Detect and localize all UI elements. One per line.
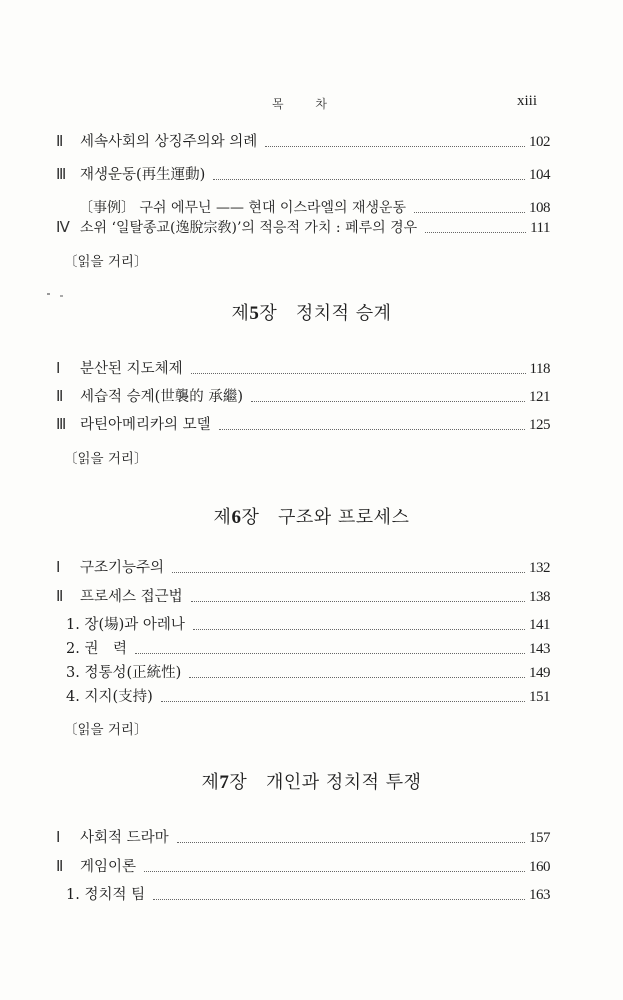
entry-page: 102 [529, 134, 550, 150]
entry-page: 149 [529, 665, 550, 681]
entry-page: 118 [529, 361, 550, 377]
dot-leader [219, 429, 525, 430]
dot-leader [265, 146, 525, 147]
entry-label: 3. 정통성(正統性) [66, 665, 182, 681]
entry-label: 세속사회의 상징주의와 의례 [80, 134, 258, 150]
dot-leader [191, 373, 526, 374]
entry-page: 125 [529, 417, 550, 433]
entry-label: 재생운동(再生運動) [80, 167, 206, 183]
chapter-title: 개인과 정치적 투쟁 [265, 772, 422, 793]
toc-entry[interactable] [56, 216, 550, 240]
dot-leader [144, 871, 525, 872]
chapter-number: 7 [219, 772, 230, 793]
entry-numeral: Ⅱ [56, 134, 63, 150]
toc-entry[interactable] [56, 357, 550, 381]
chapter-heading [0, 503, 623, 529]
entry-label: 사회적 드라마 [80, 830, 169, 846]
toc-entry[interactable] [56, 385, 550, 409]
toc-entry[interactable] [66, 883, 550, 907]
entry-numeral: Ⅱ [56, 389, 63, 405]
toc-entry[interactable] [56, 585, 550, 609]
toc-entry[interactable] [56, 556, 550, 580]
entry-numeral: Ⅰ [56, 361, 60, 377]
chapter-heading [0, 768, 623, 794]
entry-label: 분산된 지도체제 [80, 361, 183, 377]
dot-leader [191, 601, 525, 602]
chapter-suffix: 장 [229, 772, 248, 793]
entry-numeral: Ⅳ [56, 220, 69, 236]
entry-label: 소위 ‘일탈종교(逸脫宗敎)’의 적응적 가치 : 페루의 경우 [80, 220, 418, 236]
entry-numeral: Ⅲ [56, 417, 66, 433]
entry-label: 〔事例〕 구쉬 에무닌 —— 현대 이스라엘의 재생운동 [79, 200, 407, 216]
chapter-prefix: 제 [213, 507, 232, 528]
entry-numeral: Ⅲ [56, 167, 66, 183]
entry-label: 구조기능주의 [80, 560, 165, 576]
entry-label: 세습적 승계(世襲的 承繼) [80, 389, 244, 405]
entry-page: 143 [529, 641, 550, 657]
reading-list-link[interactable]: 〔읽을 거리〕 [64, 254, 148, 270]
dot-leader [153, 899, 525, 900]
entry-page: 132 [529, 560, 550, 576]
toc-entry[interactable] [66, 661, 550, 685]
entry-numeral: Ⅱ [56, 589, 63, 605]
chapter-title: 정치적 승계 [295, 303, 392, 324]
entry-page: 160 [529, 859, 550, 875]
entry-page: 108 [529, 200, 550, 216]
entry-page: 121 [529, 389, 550, 405]
chapter-number: 5 [249, 303, 260, 324]
entry-label: 2. 권 력 [66, 641, 127, 657]
dot-leader [193, 629, 525, 630]
entry-label: 프로세스 접근법 [80, 589, 183, 605]
dot-leader [172, 572, 525, 573]
entry-page: 111 [530, 220, 550, 236]
toc-entry[interactable] [56, 855, 550, 879]
chapter-suffix: 장 [241, 507, 260, 528]
toc-entry[interactable] [66, 613, 550, 637]
scan-speck [47, 293, 50, 295]
entry-numeral: Ⅱ [56, 859, 63, 875]
reading-list-link[interactable]: 〔읽을 거리〕 [64, 722, 148, 738]
chapter-suffix: 장 [259, 303, 278, 324]
dot-leader [135, 653, 525, 654]
entry-page: 163 [529, 887, 550, 903]
toc-entry[interactable] [56, 826, 550, 850]
entry-page: 104 [529, 167, 550, 183]
toc-entry[interactable] [56, 413, 550, 437]
entry-page: 138 [529, 589, 550, 605]
chapter-heading [0, 299, 623, 325]
dot-leader [189, 677, 525, 678]
chapter-number: 6 [231, 507, 242, 528]
toc-entry[interactable] [66, 685, 550, 709]
chapter-title: 구조와 프로세스 [278, 507, 410, 528]
header-title: 목 차 [272, 97, 341, 111]
toc-entry[interactable] [56, 130, 550, 154]
scan-speck [60, 295, 63, 297]
chapter-prefix: 제 [201, 772, 220, 793]
toc-entry[interactable] [66, 637, 550, 661]
entry-numeral: Ⅰ [56, 830, 60, 846]
dot-leader [425, 232, 526, 233]
dot-leader [213, 179, 525, 180]
running-header [0, 93, 623, 115]
dot-leader [251, 401, 525, 402]
entry-page: 141 [529, 617, 550, 633]
dot-leader [161, 701, 525, 702]
reading-list-link[interactable]: 〔읽을 거리〕 [64, 451, 148, 467]
entry-label: 1. 정치적 팀 [66, 887, 146, 903]
entry-label: 게임이론 [80, 859, 137, 875]
header-page-number: xiii [517, 93, 538, 109]
dot-leader [177, 842, 525, 843]
entry-label: 라틴아메리카의 모델 [80, 417, 211, 433]
entry-label: 4. 지지(支持) [66, 689, 153, 705]
entry-page: 157 [529, 830, 550, 846]
entry-numeral: Ⅰ [56, 560, 60, 576]
dot-leader [414, 212, 525, 213]
entry-page: 151 [529, 689, 550, 705]
chapter-prefix: 제 [231, 303, 250, 324]
entry-label: 1. 장(場)과 아레나 [66, 617, 185, 633]
toc-entry[interactable] [56, 163, 550, 187]
